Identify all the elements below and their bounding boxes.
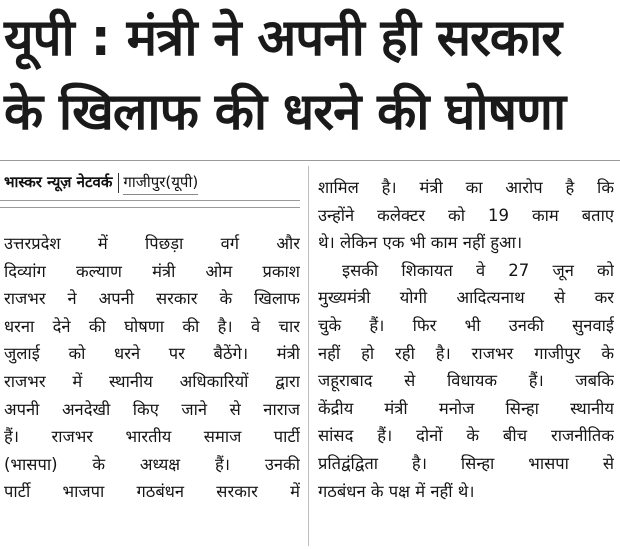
article-line: दिव्यांग कल्याण मंत्री ओम प्रकाश: [4, 261, 300, 281]
article-line: उत्तरप्रदेश में पिछड़ा वर्ग और: [4, 234, 300, 253]
article-line: मुख्यमंत्री योगी आदित्यनाथ से कर: [318, 288, 614, 308]
article-line: थे। लेकिन एक भी काम नहीं हुआ।: [318, 233, 523, 253]
article-line: उन्होंने कलेक्टर को 19 काम बताए: [318, 205, 614, 225]
article-column-left: [4, 230, 300, 506]
article-line: नहीं हो रही है। राजभर गाजीपुर के: [318, 343, 614, 363]
article-line: प्रतिद्वंद्विता है। सिन्हा भासपा से: [318, 453, 614, 473]
article-line: हैं। राजभर भारतीय समाज पार्टी: [4, 427, 300, 447]
article-line: अपनी अनदेखी किए जाने से नाराज: [4, 399, 300, 419]
headline-line-2: के खिलाफ की धरने की घोषणा: [4, 83, 566, 142]
article-line: गठबंधन के पक्ष में नहीं थे।: [318, 481, 475, 501]
byline-separator: [118, 173, 119, 193]
byline: [4, 170, 296, 194]
article-line: धरना देने की घोषणा की है। वे चार: [4, 316, 300, 336]
article-line: सांसद हैं। दोनों के बीच राजनीतिक: [318, 426, 614, 446]
article-column-right: [318, 174, 614, 505]
byline-rule-top: [0, 200, 300, 201]
headline: [4, 2, 616, 150]
article-line: शामिल है। मंत्री का आरोप है कि: [318, 178, 614, 197]
headline-line-1: यूपी : मंत्री ने अपनी ही सरकार: [4, 9, 562, 68]
article-line: राजभर में स्थानीय अधिकारियों द्वारा: [4, 371, 300, 391]
article-line: जुलाई को धरने पर बैठेंगे। मंत्री: [4, 344, 300, 364]
byline-dateline: गाजीपुर(यूपी): [123, 170, 198, 195]
article-line: (भासपा) के अध्यक्ष हैं। उनकी: [4, 454, 300, 474]
article-line: इसकी शिकायत वे 27 जून को: [342, 260, 614, 280]
byline-agency: भास्कर न्यूज़ नेटवर्क: [4, 173, 113, 191]
article-line: पार्टी भाजपा गठबंधन सरकार में: [4, 482, 300, 502]
article-line: केंद्रीय मंत्री मनोज सिन्हा स्थानीय: [318, 398, 614, 418]
byline-rule-bottom: [0, 207, 300, 208]
article-line: जहूराबाद से विधायक हैं। जबकि: [318, 371, 614, 391]
headline-rule: [0, 160, 620, 161]
column-divider: [308, 166, 309, 546]
article-line: चुके हैं। फिर भी उनकी सुनवाई: [318, 315, 614, 335]
article-line: राजभर ने अपनी सरकार के खिलाफ: [4, 289, 300, 309]
